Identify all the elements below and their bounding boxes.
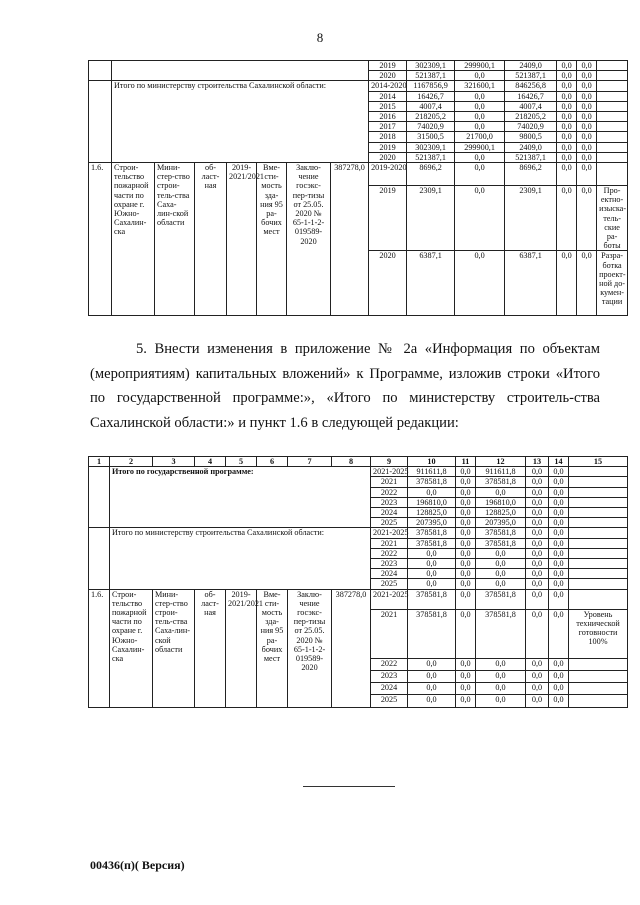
column-header: 3 bbox=[153, 457, 195, 467]
regional-cell: 8696,2 bbox=[505, 163, 557, 186]
year-cell: 2023 bbox=[371, 497, 408, 507]
federal-cell: 0,0 bbox=[455, 163, 505, 186]
table-cell bbox=[112, 61, 369, 81]
other-cell: 0,0 bbox=[577, 81, 597, 91]
local-cell: 0,0 bbox=[526, 569, 549, 579]
table-row bbox=[89, 163, 628, 186]
note-cell: Разра-ботка проект-ной до-кумен-тации bbox=[597, 251, 628, 316]
local-cell: 0,0 bbox=[557, 132, 577, 142]
federal-cell: 0,0 bbox=[456, 609, 476, 658]
column-header: 15 bbox=[569, 457, 628, 467]
total-cell: 911611,8 bbox=[408, 467, 456, 477]
year-cell: 2023 bbox=[371, 670, 408, 682]
table-row bbox=[89, 528, 628, 538]
year-cell: 2022 bbox=[371, 658, 408, 670]
other-cell: 0,0 bbox=[577, 152, 597, 162]
year-cell: 2017 bbox=[369, 122, 407, 132]
ministry-total-label: Итого по министерству строительства Сахалинской области: bbox=[112, 81, 369, 163]
regional-cell: 911611,8 bbox=[476, 467, 526, 477]
local-cell: 0,0 bbox=[526, 658, 549, 670]
customer: Мини-стер-ство строи-тель-ства Саха-лин-ской области bbox=[155, 163, 195, 316]
regional-cell: 0,0 bbox=[476, 682, 526, 694]
year-cell: 2021-2025 bbox=[371, 589, 408, 609]
note-cell bbox=[569, 658, 628, 670]
regional-cell: 0,0 bbox=[476, 487, 526, 497]
federal-cell: 321600,1 bbox=[455, 81, 505, 91]
note-cell bbox=[569, 579, 628, 589]
other-cell: 0,0 bbox=[549, 518, 569, 528]
federal-cell: 0,0 bbox=[456, 682, 476, 694]
total-cell: 2309,1 bbox=[407, 186, 455, 251]
other-cell: 0,0 bbox=[577, 91, 597, 101]
local-cell: 0,0 bbox=[557, 163, 577, 186]
total-cell: 31500,5 bbox=[407, 132, 455, 142]
federal-cell: 0,0 bbox=[456, 528, 476, 538]
note-cell bbox=[569, 694, 628, 707]
ministry-total-label: Итого по министерству строительства Сахалинской области: bbox=[110, 528, 371, 589]
federal-cell: 21700,0 bbox=[455, 132, 505, 142]
local-cell: 0,0 bbox=[526, 538, 549, 548]
federal-cell: 0,0 bbox=[456, 670, 476, 682]
other-cell: 0,0 bbox=[549, 658, 569, 670]
total-cell: 378581,8 bbox=[408, 477, 456, 487]
local-cell: 0,0 bbox=[557, 122, 577, 132]
note-cell bbox=[569, 528, 628, 538]
local-cell: 0,0 bbox=[526, 559, 549, 569]
regional-cell: 0,0 bbox=[476, 569, 526, 579]
other-cell: 0,0 bbox=[577, 132, 597, 142]
other-cell: 0,0 bbox=[577, 101, 597, 111]
period: 2019-2021/2021 bbox=[226, 589, 257, 707]
total-cell: 302309,1 bbox=[407, 61, 455, 71]
estimated-cost: 387278,0 bbox=[332, 589, 371, 707]
federal-cell: 0,0 bbox=[456, 497, 476, 507]
note-cell bbox=[597, 132, 628, 142]
top-table bbox=[88, 60, 628, 316]
regional-cell: 378581,8 bbox=[476, 538, 526, 548]
other-cell: 0,0 bbox=[549, 694, 569, 707]
local-cell: 0,0 bbox=[526, 497, 549, 507]
note-cell bbox=[597, 101, 628, 111]
table-row bbox=[89, 457, 628, 467]
local-cell: 0,0 bbox=[526, 589, 549, 609]
federal-cell: 0,0 bbox=[455, 152, 505, 162]
local-cell: 0,0 bbox=[526, 487, 549, 497]
other-cell: 0,0 bbox=[549, 467, 569, 477]
year-cell: 2014 bbox=[369, 91, 407, 101]
local-cell: 0,0 bbox=[526, 694, 549, 707]
table-cell bbox=[89, 61, 112, 81]
column-header: 4 bbox=[195, 457, 226, 467]
note-cell bbox=[569, 497, 628, 507]
note-cell bbox=[597, 142, 628, 152]
other-cell: 0,0 bbox=[549, 569, 569, 579]
note-cell bbox=[569, 508, 628, 518]
regional-cell: 0,0 bbox=[476, 658, 526, 670]
federal-cell: 0,0 bbox=[455, 186, 505, 251]
local-cell: 0,0 bbox=[557, 81, 577, 91]
year-cell: 2019 bbox=[369, 142, 407, 152]
year-cell: 2020 bbox=[369, 71, 407, 81]
local-cell: 0,0 bbox=[557, 112, 577, 122]
item-number: 1.6. bbox=[89, 589, 110, 707]
regional-cell: 0,0 bbox=[476, 670, 526, 682]
other-cell: 0,0 bbox=[549, 548, 569, 558]
note-cell bbox=[569, 548, 628, 558]
total-cell: 16426,7 bbox=[407, 91, 455, 101]
state-total-label: Итого по государственной программе: bbox=[110, 467, 371, 528]
local-cell: 0,0 bbox=[557, 91, 577, 101]
regional-cell: 128825,0 bbox=[476, 508, 526, 518]
note-cell bbox=[597, 122, 628, 132]
total-cell: 128825,0 bbox=[408, 508, 456, 518]
other-cell: 0,0 bbox=[549, 528, 569, 538]
year-cell: 2025 bbox=[371, 518, 408, 528]
total-cell: 8696,2 bbox=[407, 163, 455, 186]
regional-cell: 74020,9 bbox=[505, 122, 557, 132]
document-code: 00436(п)( Версия) bbox=[90, 858, 185, 872]
column-header: 8 bbox=[332, 457, 371, 467]
column-header: 1 bbox=[89, 457, 110, 467]
capacity: Вме-сти-мость зда-ния 95 ра-бочих мест bbox=[257, 589, 288, 707]
note-cell bbox=[597, 81, 628, 91]
regional-cell: 4007,4 bbox=[505, 101, 557, 111]
customer: Мини-стер-ство строи-тель-ства Саха-лин-ской области bbox=[153, 589, 195, 707]
signature-line bbox=[303, 786, 395, 787]
note-cell bbox=[569, 670, 628, 682]
regional-cell: 521387,1 bbox=[505, 152, 557, 162]
local-cell: 0,0 bbox=[557, 152, 577, 162]
table-row bbox=[89, 61, 628, 71]
expertise-conclusion: Заклю-чение госэкс-пер-тизы от 25.05. 2020 № 65-1-1-2-019589-2020 bbox=[288, 589, 332, 707]
federal-cell: 0,0 bbox=[456, 487, 476, 497]
other-cell: 0,0 bbox=[549, 538, 569, 548]
year-cell: 2024 bbox=[371, 569, 408, 579]
other-cell: 0,0 bbox=[577, 186, 597, 251]
other-cell: 0,0 bbox=[549, 589, 569, 609]
total-cell: 0,0 bbox=[408, 569, 456, 579]
regional-cell: 2409,0 bbox=[505, 142, 557, 152]
paragraph-text: 5. Внести изменения в приложение № 2а «Информация по объектам (мероприятиям) капитальных вложений» к Программе, изложив строки «Итого по государственной программе:», «Итого по министерству строитель-ства Сахалинской области:» и пункт 1.6 в следующей редакции: bbox=[90, 341, 600, 431]
year-cell: 2020 bbox=[369, 152, 407, 162]
other-cell: 0,0 bbox=[577, 61, 597, 71]
federal-cell: 0,0 bbox=[456, 559, 476, 569]
year-cell: 2022 bbox=[371, 548, 408, 558]
note-cell bbox=[569, 682, 628, 694]
regional-cell: 218205,2 bbox=[505, 112, 557, 122]
other-cell: 0,0 bbox=[549, 508, 569, 518]
total-cell: 0,0 bbox=[408, 487, 456, 497]
total-cell: 0,0 bbox=[408, 670, 456, 682]
column-header: 6 bbox=[257, 457, 288, 467]
regional-cell: 9800,5 bbox=[505, 132, 557, 142]
local-cell: 0,0 bbox=[557, 251, 577, 316]
federal-cell: 0,0 bbox=[455, 71, 505, 81]
federal-cell: 0,0 bbox=[456, 467, 476, 477]
total-cell: 207395,0 bbox=[408, 518, 456, 528]
ownership: об-ласт-ная bbox=[195, 163, 227, 316]
year-cell: 2025 bbox=[371, 579, 408, 589]
estimated-cost: 387278,0 bbox=[331, 163, 369, 316]
regional-cell: 6387,1 bbox=[505, 251, 557, 316]
local-cell: 0,0 bbox=[526, 508, 549, 518]
year-cell: 2023 bbox=[371, 559, 408, 569]
total-cell: 218205,2 bbox=[407, 112, 455, 122]
year-cell: 2018 bbox=[369, 132, 407, 142]
note-cell bbox=[569, 487, 628, 497]
local-cell: 0,0 bbox=[557, 71, 577, 81]
year-cell: 2021 bbox=[371, 477, 408, 487]
column-header: 10 bbox=[408, 457, 456, 467]
regional-cell: 0,0 bbox=[476, 548, 526, 558]
total-cell: 74020,9 bbox=[407, 122, 455, 132]
federal-cell: 0,0 bbox=[456, 694, 476, 707]
local-cell: 0,0 bbox=[526, 670, 549, 682]
regional-cell: 846256,8 bbox=[505, 81, 557, 91]
note-cell bbox=[597, 112, 628, 122]
note-cell bbox=[597, 163, 628, 186]
year-cell: 2014-2020 bbox=[369, 81, 407, 91]
table-row bbox=[89, 467, 628, 477]
local-cell: 0,0 bbox=[526, 467, 549, 477]
federal-cell: 0,0 bbox=[456, 508, 476, 518]
regional-cell: 16426,7 bbox=[505, 91, 557, 101]
regional-cell: 378581,8 bbox=[476, 477, 526, 487]
column-header: 14 bbox=[549, 457, 569, 467]
other-cell: 0,0 bbox=[549, 579, 569, 589]
table-cell bbox=[89, 81, 112, 163]
column-header: 5 bbox=[226, 457, 257, 467]
other-cell: 0,0 bbox=[577, 163, 597, 186]
regional-cell: 2409,0 bbox=[505, 61, 557, 71]
period: 2019-2021/2021 bbox=[227, 163, 257, 316]
object-name: Строи-тельство пожарной части по охране г. Южно-Сахалин-ска bbox=[110, 589, 153, 707]
year-cell: 2025 bbox=[371, 694, 408, 707]
year-cell: 2015 bbox=[369, 101, 407, 111]
total-cell: 0,0 bbox=[408, 658, 456, 670]
federal-cell: 0,0 bbox=[456, 518, 476, 528]
total-cell: 378581,8 bbox=[408, 528, 456, 538]
year-cell: 2024 bbox=[371, 508, 408, 518]
table-cell bbox=[89, 528, 110, 589]
regional-cell: 2309,1 bbox=[505, 186, 557, 251]
note-cell bbox=[569, 569, 628, 579]
regional-cell: 0,0 bbox=[476, 579, 526, 589]
note-cell bbox=[569, 538, 628, 548]
other-cell: 0,0 bbox=[549, 497, 569, 507]
local-cell: 0,0 bbox=[526, 477, 549, 487]
year-cell: 2016 bbox=[369, 112, 407, 122]
column-header: 12 bbox=[476, 457, 526, 467]
regional-cell: 378581,8 bbox=[476, 609, 526, 658]
other-cell: 0,0 bbox=[549, 487, 569, 497]
local-cell: 0,0 bbox=[526, 548, 549, 558]
note-cell bbox=[569, 559, 628, 569]
federal-cell: 0,0 bbox=[455, 91, 505, 101]
local-cell: 0,0 bbox=[526, 518, 549, 528]
total-cell: 0,0 bbox=[408, 559, 456, 569]
column-header: 9 bbox=[371, 457, 408, 467]
total-cell: 521387,1 bbox=[407, 152, 455, 162]
federal-cell: 0,0 bbox=[456, 658, 476, 670]
year-cell: 2022 bbox=[371, 487, 408, 497]
note-cell bbox=[597, 152, 628, 162]
total-cell: 0,0 bbox=[408, 579, 456, 589]
local-cell: 0,0 bbox=[557, 186, 577, 251]
total-cell: 0,0 bbox=[408, 548, 456, 558]
note-cell bbox=[569, 477, 628, 487]
ownership: об-ласт-ная bbox=[195, 589, 226, 707]
other-cell: 0,0 bbox=[577, 142, 597, 152]
federal-cell: 0,0 bbox=[455, 101, 505, 111]
local-cell: 0,0 bbox=[526, 579, 549, 589]
local-cell: 0,0 bbox=[557, 61, 577, 71]
federal-cell: 0,0 bbox=[456, 548, 476, 558]
page-number: 8 bbox=[316, 30, 324, 45]
amendment-paragraph bbox=[90, 337, 600, 435]
table-cell bbox=[89, 467, 110, 528]
total-cell: 1167856,9 bbox=[407, 81, 455, 91]
other-cell: 0,0 bbox=[577, 71, 597, 81]
year-cell: 2021 bbox=[371, 538, 408, 548]
object-name: Строи-тельство пожарной части по охране г. Южно-Сахалин-ска bbox=[112, 163, 155, 316]
regional-cell: 521387,1 bbox=[505, 71, 557, 81]
local-cell: 0,0 bbox=[526, 528, 549, 538]
year-cell: 2021-2025 bbox=[371, 528, 408, 538]
year-cell: 2019-2020 bbox=[369, 163, 407, 186]
local-cell: 0,0 bbox=[557, 101, 577, 111]
note-cell bbox=[597, 91, 628, 101]
item-number: 1.6. bbox=[89, 163, 112, 316]
note-cell bbox=[569, 518, 628, 528]
local-cell: 0,0 bbox=[557, 142, 577, 152]
federal-cell: 0,0 bbox=[456, 569, 476, 579]
other-cell: 0,0 bbox=[577, 251, 597, 316]
column-header: 11 bbox=[456, 457, 476, 467]
other-cell: 0,0 bbox=[549, 559, 569, 569]
total-cell: 378581,8 bbox=[408, 589, 456, 609]
total-cell: 4007,4 bbox=[407, 101, 455, 111]
regional-cell: 378581,8 bbox=[476, 589, 526, 609]
other-cell: 0,0 bbox=[549, 682, 569, 694]
total-cell: 0,0 bbox=[408, 694, 456, 707]
federal-cell: 299900,1 bbox=[455, 61, 505, 71]
regional-cell: 0,0 bbox=[476, 694, 526, 707]
note-cell bbox=[569, 467, 628, 477]
other-cell: 0,0 bbox=[577, 112, 597, 122]
column-header: 7 bbox=[288, 457, 332, 467]
table-row bbox=[89, 589, 628, 609]
regional-cell: 0,0 bbox=[476, 559, 526, 569]
year-cell: 2020 bbox=[369, 251, 407, 316]
total-cell: 6387,1 bbox=[407, 251, 455, 316]
year-cell: 2024 bbox=[371, 682, 408, 694]
federal-cell: 0,0 bbox=[455, 251, 505, 316]
local-cell: 0,0 bbox=[526, 609, 549, 658]
local-cell: 0,0 bbox=[526, 682, 549, 694]
federal-cell: 299900,1 bbox=[455, 142, 505, 152]
note-cell bbox=[597, 71, 628, 81]
federal-cell: 0,0 bbox=[455, 112, 505, 122]
other-cell: 0,0 bbox=[549, 609, 569, 658]
total-cell: 0,0 bbox=[408, 682, 456, 694]
capacity: Вме-сти-мость зда-ния 95 ра-бочих мест bbox=[257, 163, 287, 316]
year-cell: 2021 bbox=[371, 609, 408, 658]
other-cell: 0,0 bbox=[549, 477, 569, 487]
year-cell: 2019 bbox=[369, 186, 407, 251]
bottom-table bbox=[88, 456, 628, 708]
note-cell: Уровень технической готовности 100% bbox=[569, 609, 628, 658]
federal-cell: 0,0 bbox=[456, 579, 476, 589]
federal-cell: 0,0 bbox=[456, 589, 476, 609]
regional-cell: 196810,0 bbox=[476, 497, 526, 507]
expertise-conclusion: Заклю-чение госэкс-пер-тизы от 25.05. 2020 № 65-1-1-2-019589-2020 bbox=[287, 163, 331, 316]
table-row bbox=[89, 81, 628, 91]
regional-cell: 207395,0 bbox=[476, 518, 526, 528]
total-cell: 378581,8 bbox=[408, 538, 456, 548]
year-cell: 2021-2025 bbox=[371, 467, 408, 477]
column-header: 13 bbox=[526, 457, 549, 467]
year-cell: 2019 bbox=[369, 61, 407, 71]
note-cell bbox=[597, 61, 628, 71]
regional-cell: 378581,8 bbox=[476, 528, 526, 538]
other-cell: 0,0 bbox=[549, 670, 569, 682]
total-cell: 521387,1 bbox=[407, 71, 455, 81]
total-cell: 378581,8 bbox=[408, 609, 456, 658]
federal-cell: 0,0 bbox=[456, 538, 476, 548]
total-cell: 302309,1 bbox=[407, 142, 455, 152]
note-cell: Про-ектно-изыска-тель-ские ра-боты bbox=[597, 186, 628, 251]
federal-cell: 0,0 bbox=[455, 122, 505, 132]
federal-cell: 0,0 bbox=[456, 477, 476, 487]
column-header: 2 bbox=[110, 457, 153, 467]
note-cell bbox=[569, 589, 628, 609]
other-cell: 0,0 bbox=[577, 122, 597, 132]
total-cell: 196810,0 bbox=[408, 497, 456, 507]
